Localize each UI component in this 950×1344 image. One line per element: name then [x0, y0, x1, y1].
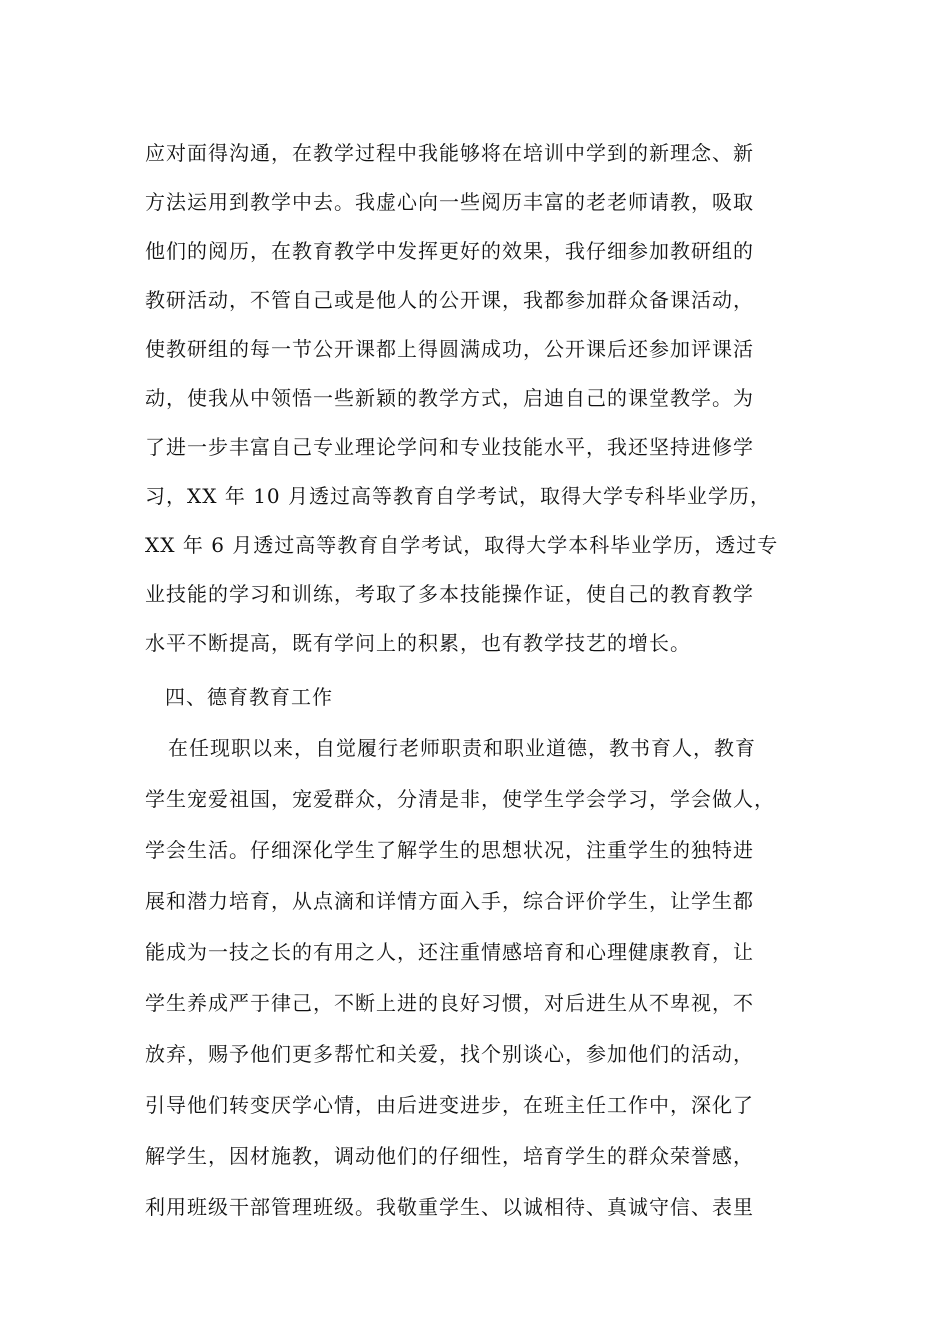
paragraph-line: 业技能的学习和训练，考取了多本技能操作证，使自己的教育教学 [145, 582, 754, 606]
paragraph-line: 了进一步丰富自己专业理论学问和专业技能水平，我还坚持进修学 [145, 435, 754, 459]
paragraph-line: 学生养成严于律己，不断上进的良好习惯，对后进生从不卑视，不 [145, 991, 754, 1015]
paragraph-line: 方法运用到教学中去。我虚心向一些阅历丰富的老老师请教，吸取 [145, 190, 754, 214]
paragraph-line: 展和潜力培育，从点滴和详情方面入手，综合评价学生，让学生都 [145, 889, 754, 913]
paragraph-line: 习，XX 年 10 月透过高等教育自学考试，取得大学专科毕业学历， [145, 484, 771, 508]
paragraph-line: 利用班级干部管理班级。我敬重学生、以诚相待、真诚守信、表里 [145, 1195, 754, 1219]
paragraph-line: 放弃，赐予他们更多帮忙和关爱，找个别谈心，参加他们的活动， [145, 1042, 754, 1066]
paragraph-line: 动，使我从中领悟一些新颖的教学方式，启迪自己的课堂教学。为 [145, 386, 754, 410]
paragraph-line: 应对面得沟通，在教学过程中我能够将在培训中学到的新理念、新 [145, 141, 754, 165]
paragraph-line: 学生宠爱祖国，宠爱群众，分清是非，使学生学会学习，学会做人， [145, 787, 775, 811]
section-heading: 四、德育教育工作 [165, 685, 333, 709]
paragraph-line: 学会生活。仔细深化学生了解学生的思想状况，注重学生的独特进 [145, 838, 754, 862]
paragraph-line: 使教研组的每一节公开课都上得圆满成功，公开课后还参加评课活 [145, 337, 754, 361]
paragraph-line: 能成为一技之长的有用之人，还注重情感培育和心理健康教育，让 [145, 940, 754, 964]
paragraph-line: 水平不断提高，既有学问上的积累，也有教学技艺的增长。 [145, 631, 691, 655]
paragraph-line: 他们的阅历，在教育教学中发挥更好的效果，我仔细参加教研组的 [145, 239, 754, 263]
paragraph-line: 教研活动，不管自己或是他人的公开课，我都参加群众备课活动， [145, 288, 754, 312]
paragraph-line: XX 年 6 月透过高等教育自学考试，取得大学本科毕业学历，透过专 [145, 533, 779, 557]
paragraph-line: 引导他们转变厌学心情，由后进变进步，在班主任工作中，深化了 [145, 1093, 754, 1117]
paragraph-line: 在任现职以来，自觉履行老师职责和职业道德，教书育人，教育 [168, 736, 756, 760]
paragraph-line: 解学生，因材施教，调动他们的仔细性，培育学生的群众荣誉感， [145, 1144, 754, 1168]
